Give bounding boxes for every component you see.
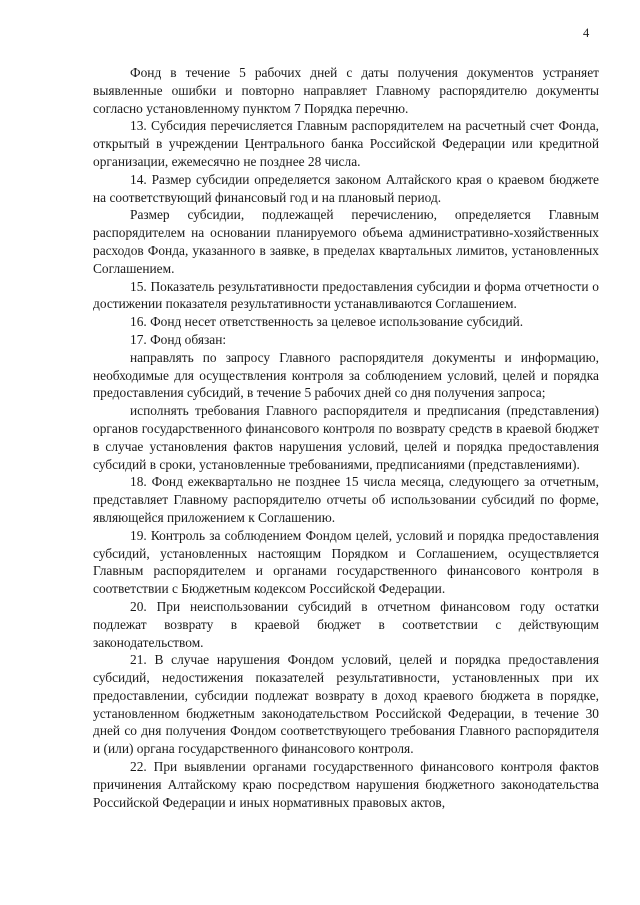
paragraph: 15. Показатель результативности предоставления субсидии и форма отчетности о достижении показателя результативности устанавливаются Соглашением. xyxy=(93,278,599,312)
paragraph: 17. Фонд обязан: xyxy=(130,331,227,347)
paragraph: Размер субсидии, подлежащей перечислению, определяется Главным распорядителем на основании планируемого объема административно-хозяйственных расходов Фонда, указанного в заявке, в пределах квартальных лимитов, установленных Соглашением. xyxy=(93,207,599,276)
paragraph: 18. Фонд ежеквартально не позднее 15 числа месяца, следующего за отчетным, представляет Главному распорядителю отчеты об использовании субсидий по форме, являющейся приложением к Соглашению. xyxy=(93,474,599,525)
paragraph: 21. В случае нарушения Фондом условий, целей и порядка предоставления субсидий, недостижения показателей результативности, установленных при их предоставлении, субсидии подлежат возврату в доход краевого бюджета в порядке, установленном бюджетным законодательством Российской Федерации, в течение 30 дней со дня получения Фондом соответствующего требования Главного распорядителя и (или) органа государственного финансового контроля. xyxy=(93,652,599,757)
paragraph: Фонд в течение 5 рабочих дней с даты получения документов устраняет выявленные ошибки и повторно направляет Главному распорядителю документы согласно установленному пунктом 7 Порядка перечню. xyxy=(93,65,599,116)
paragraph: 19. Контроль за соблюдением Фондом целей, условий и порядка предоставления субсидий, установленных настоящим Порядком и Соглашением, осуществляется Главным распорядителем и органами государственного финансового контроля в соответствии с Бюджетным кодексом Российской Федерации. xyxy=(93,527,599,597)
page-number: 4 xyxy=(583,26,590,40)
paragraph: 20. При неиспользовании субсидий в отчетном финансовом году остатки подлежат возврату в краевой бюджет в соответствии с действующим законодательством. xyxy=(93,598,599,650)
paragraph: 16. Фонд несет ответственность за целевое использование субсидий. xyxy=(130,314,524,330)
paragraph: 13. Субсидия перечисляется Главным распорядителем на расчетный счет Фонда, открытый в учреждении Центрального банка Российской Федерации или кредитной организации, ежемесячно не позднее 28 числа. xyxy=(93,118,599,169)
paragraph: 22. При выявлении органами государственного финансового контроля фактов причинения Алтайскому краю посредством нарушения бюджетного законодательства Российской Федерации и иных нормативных правовых актов, xyxy=(93,759,599,810)
document-body xyxy=(93,64,599,811)
paragraph: направлять по запросу Главного распорядителя документы и информацию, необходимые для осуществления контроля за соблюдением условий, целей и порядка предоставления субсидий, в течение 5 рабочих дней со дня получения запроса; xyxy=(93,349,599,401)
paragraph: 14. Размер субсидии определяется законом Алтайского края о краевом бюджете на соответствующий финансовый год и на плановый период. xyxy=(93,171,599,205)
paragraph: исполнять требования Главного распорядителя и предписания (представления) органов государственного финансового контроля по возврату средств в краевой бюджет в случае установления фактов нарушения условий, целей и порядка предоставления субсидий в сроки, установленные требованиями, предписаниями (представлениями). xyxy=(93,403,599,472)
